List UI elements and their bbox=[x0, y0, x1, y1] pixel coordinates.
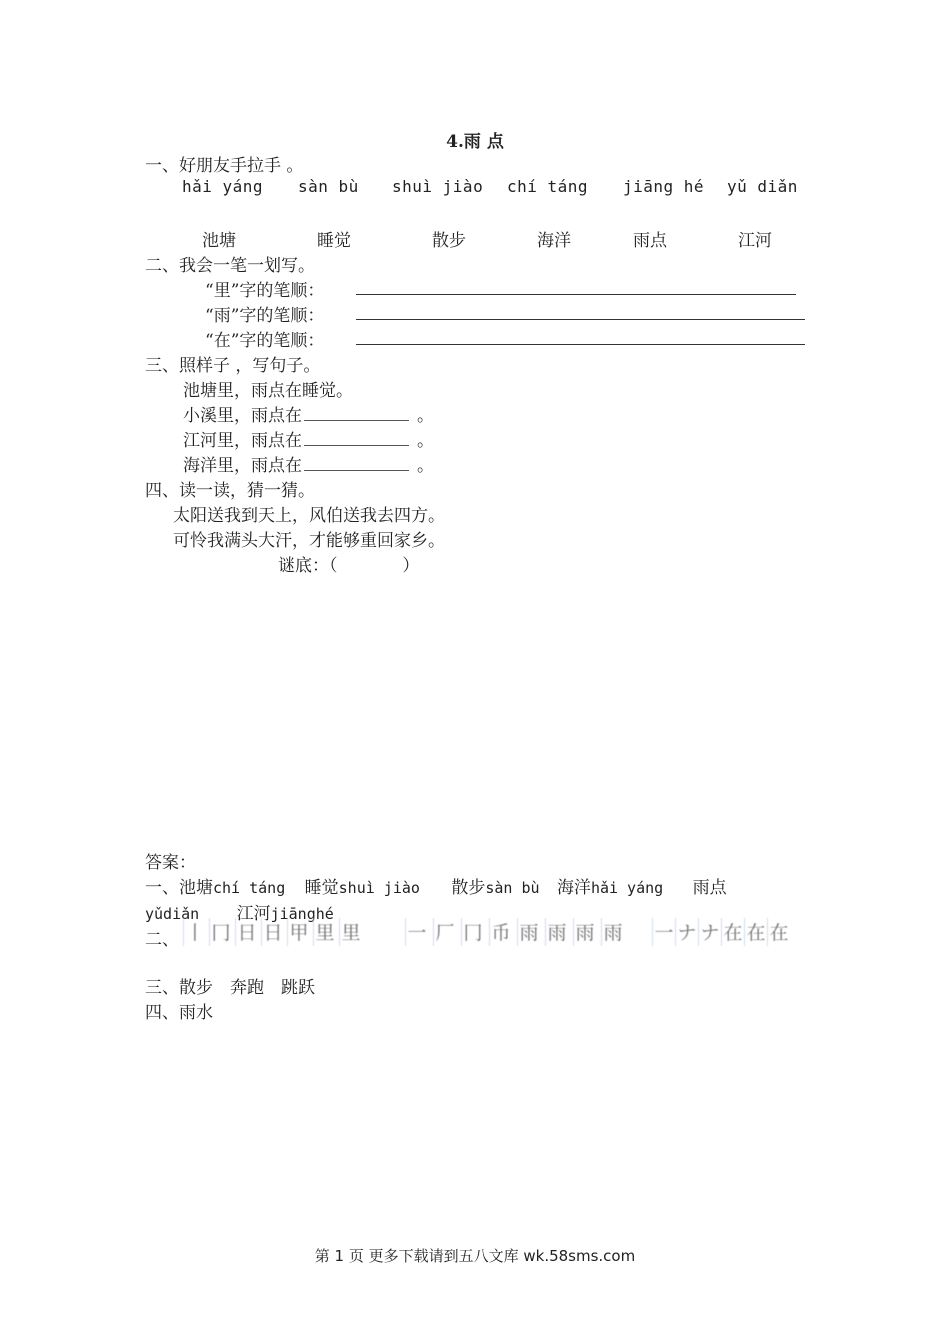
riddle-answer-blank[interactable]: （ ） bbox=[329, 556, 420, 576]
stroke-li-7: 里 bbox=[339, 918, 362, 946]
stroke-yu-5: 雨 bbox=[517, 918, 540, 946]
stroke-li-4: 日 bbox=[261, 918, 284, 946]
sentence-blank-1[interactable] bbox=[304, 406, 409, 421]
stroke-yu-8: 雨 bbox=[601, 918, 624, 946]
stroke-li-5: 甲 bbox=[287, 918, 310, 946]
stroke-row-yu: “雨”字的笔顺： bbox=[205, 306, 325, 326]
stroke-zai-6: 在 bbox=[767, 918, 790, 946]
sentence-prompt-1: 小溪里，雨点在 。 bbox=[183, 406, 434, 426]
example-sentence: 池塘里，雨点在睡觉。 bbox=[183, 381, 353, 401]
stroke-yu-1: 一 bbox=[405, 918, 428, 946]
sentence-blank-3[interactable] bbox=[304, 456, 409, 471]
stroke-zai-5: 在 bbox=[744, 918, 767, 946]
riddle-answer: 谜底：（ ） bbox=[278, 556, 420, 576]
page-footer: 第 1 页 更多下载请到五八文库 wk.58sms.com bbox=[314, 1247, 636, 1265]
section3-heading: 三、照样子 ，写句子。 bbox=[145, 356, 321, 376]
stroke-yu-4: 币 bbox=[489, 918, 512, 946]
stroke-yu-6: 雨 bbox=[545, 918, 568, 946]
riddle-line-2: 可怜我满头大汗，才能够重回家乡。 bbox=[173, 531, 445, 551]
word-3: 散步 bbox=[432, 231, 466, 251]
word-1: 池塘 bbox=[202, 231, 236, 251]
page-title: 4.雨 点 bbox=[446, 132, 504, 152]
stroke-line-li[interactable] bbox=[356, 294, 796, 295]
stroke-zai-3: ナ bbox=[698, 918, 721, 946]
stroke-line-zai[interactable] bbox=[356, 344, 805, 345]
word-5: 雨点 bbox=[633, 231, 667, 251]
stroke-row-li: “里”字的笔顺： bbox=[205, 281, 325, 301]
stroke-zai-4: 在 bbox=[721, 918, 744, 946]
word-6: 江河 bbox=[738, 231, 772, 251]
answer-1-line-2: yǔdiǎn 江河jiānghé bbox=[145, 904, 334, 924]
stroke-yu-3: 冂 bbox=[461, 918, 484, 946]
stroke-li-1: 丨 bbox=[183, 918, 206, 946]
answer-4: 四、雨水 bbox=[145, 1003, 213, 1023]
answer-3: 三、散步 奔跑 跳跃 bbox=[145, 978, 315, 998]
stroke-li-3: 日 bbox=[235, 918, 258, 946]
word-4: 海洋 bbox=[537, 231, 571, 251]
riddle-line-1: 太阳送我到天上，风伯送我去四方。 bbox=[173, 506, 445, 526]
answers-label: 答案： bbox=[145, 853, 196, 873]
pinyin-3: shuì jiào bbox=[392, 177, 484, 196]
sentence-prompt-3: 海洋里，雨点在 。 bbox=[183, 456, 434, 476]
sentence-prompt-2: 江河里，雨点在 。 bbox=[183, 431, 434, 451]
stroke-row-zai: “在”字的笔顺： bbox=[205, 331, 325, 351]
pinyin-5: jiāng hé bbox=[623, 177, 705, 196]
pinyin-1: hǎi yáng bbox=[182, 177, 264, 196]
sentence-blank-2[interactable] bbox=[304, 431, 409, 446]
section1-heading: 一、好朋友手拉手 。 bbox=[145, 156, 304, 176]
section2-heading: 二、我会一笔一划写。 bbox=[145, 256, 315, 276]
pinyin-2: sàn bù bbox=[298, 177, 359, 196]
pinyin-4: chí táng bbox=[507, 177, 589, 196]
stroke-line-yu[interactable] bbox=[356, 319, 805, 320]
stroke-zai-1: 一 bbox=[652, 918, 675, 946]
answer-1-line-1: 一、池塘chí táng 睡觉shuì jiào 散步sàn bù 海洋hǎi yáng 雨点 bbox=[145, 878, 727, 898]
word-2: 睡觉 bbox=[317, 231, 351, 251]
stroke-li-6: 里 bbox=[313, 918, 336, 946]
pinyin-6: yǔ diǎn bbox=[727, 177, 798, 196]
answer-2-label: 二、 bbox=[145, 930, 179, 950]
stroke-li-2: 冂 bbox=[209, 918, 232, 946]
stroke-zai-2: ナ bbox=[675, 918, 698, 946]
stroke-yu-2: 厂 bbox=[433, 918, 456, 946]
stroke-yu-7: 雨 bbox=[573, 918, 596, 946]
section4-heading: 四、读一读，猜一猜。 bbox=[145, 481, 315, 501]
